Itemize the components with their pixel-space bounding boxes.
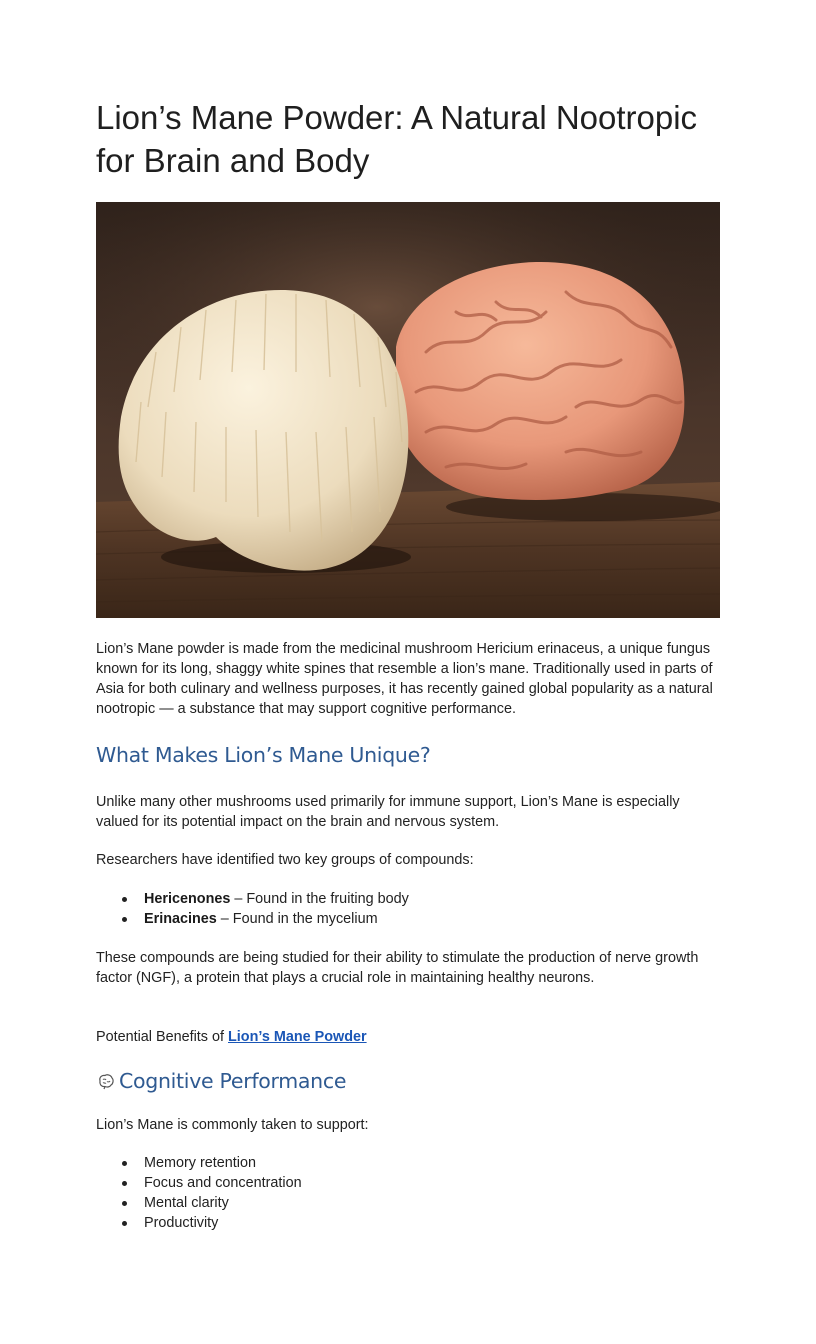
lions-mane-powder-link[interactable]: Lion’s Mane Powder [228, 1029, 367, 1045]
benefits-line [96, 1027, 721, 1047]
compound-desc: – Found in the fruiting body [230, 891, 409, 907]
list-item [96, 1193, 696, 1213]
cognitive-intro: Lion’s Mane is commonly taken to support: [96, 1117, 369, 1133]
list-item [96, 889, 696, 909]
list-item-text: Memory retention [144, 1155, 256, 1171]
compound-name: Erinacines [144, 911, 217, 927]
unique-paragraph-2: Researchers have identified two key groups of compounds: [96, 852, 474, 868]
list-item-text: Productivity [144, 1215, 219, 1231]
bullet-icon [122, 897, 127, 902]
section-heading-unique: What Makes Lion’s Mane Unique? [96, 743, 431, 767]
list-item [96, 1213, 696, 1233]
bullet-icon [122, 1161, 127, 1166]
compound-desc: – Found in the mycelium [216, 911, 378, 927]
unique-paragraph-1: Unlike many other mushrooms used primarily for immune support, Lion’s Mane is especially valued for its potential impact on the brain and nervous system. [96, 794, 680, 830]
list-item [96, 1153, 696, 1173]
bullet-icon [122, 1201, 127, 1206]
cognitive-heading-text: Cognitive Performance [119, 1069, 347, 1093]
unique-paragraph-3: These compounds are being studied for their ability to stimulate the production of nerve growth factor (NGF), a protein that plays a crucial role in maintaining healthy neurons. [96, 950, 699, 986]
cognitive-list [96, 1153, 696, 1233]
compounds-list [96, 889, 696, 929]
brain-icon [96, 1071, 116, 1091]
page-title: Lion’s Mane Powder: A Natural Nootropic for Brain and Body [96, 99, 698, 179]
list-item [96, 909, 696, 929]
compound-name: Hericenones [144, 891, 231, 907]
list-item [96, 1173, 696, 1193]
benefits-prefix: Potential Benefits of [96, 1029, 228, 1045]
hero-image [96, 202, 720, 618]
section-heading-cognitive [96, 1067, 346, 1095]
bullet-icon [122, 1181, 127, 1186]
list-item-text: Mental clarity [144, 1195, 229, 1211]
bullet-icon [122, 917, 127, 922]
bullet-icon [122, 1221, 127, 1226]
intro-paragraph: Lion’s Mane powder is made from the medicinal mushroom Hericium erinaceus, a unique fungus known for its long, shaggy white spines that resemble a lion’s mane. Traditionally used in parts of Asia for both culinary and wellness purposes, it has recently gained global popularity as a natural nootropic — a substance that may support cognitive performance. [96, 641, 713, 717]
list-item-text: Focus and concentration [144, 1175, 302, 1191]
